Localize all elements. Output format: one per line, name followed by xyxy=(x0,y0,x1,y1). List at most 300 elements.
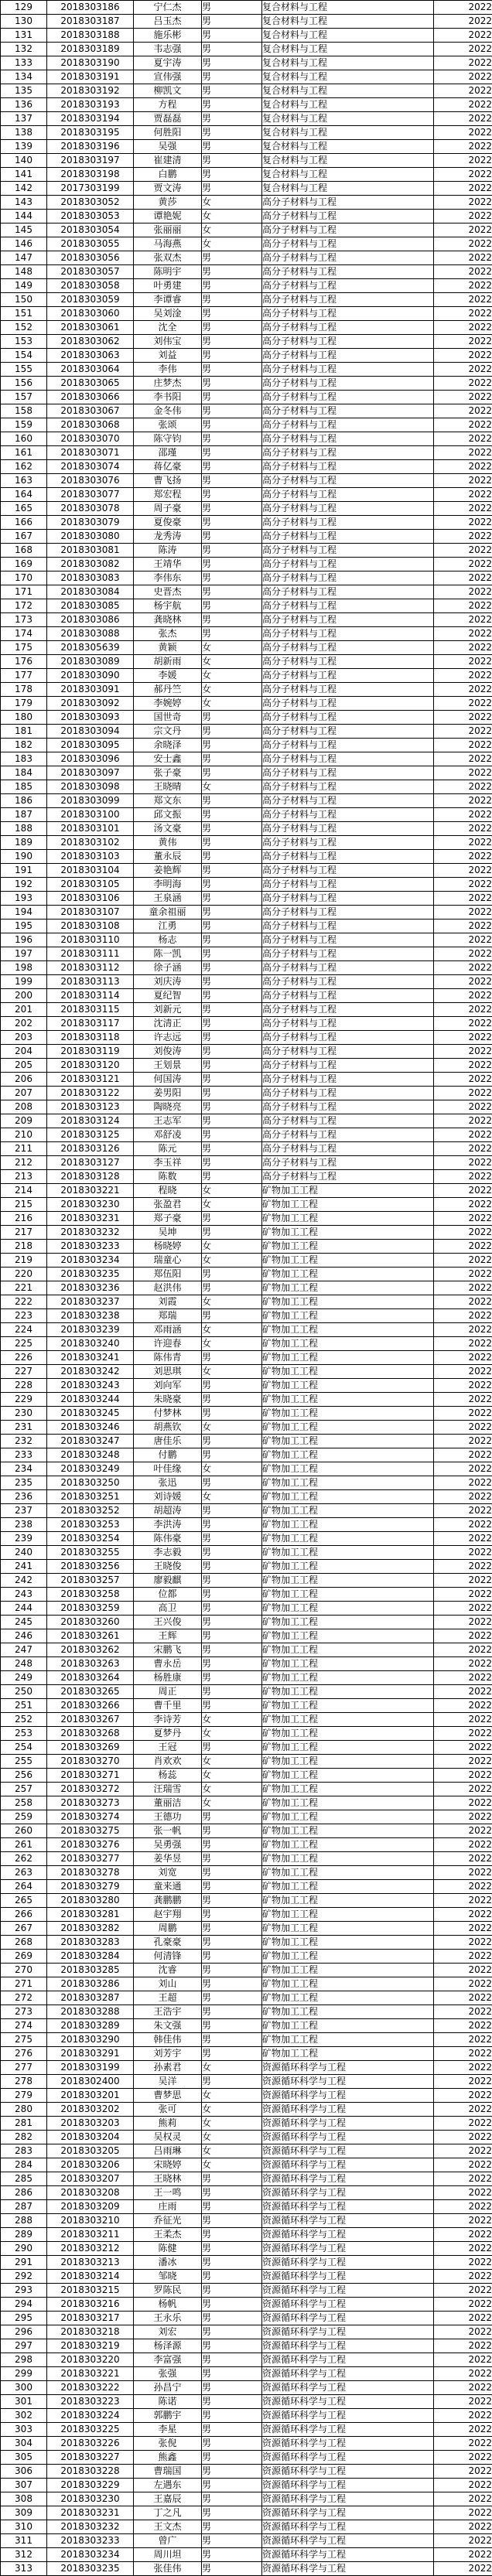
student-id-cell: 2018303199 xyxy=(47,2061,134,2075)
major-cell: 高分子材料与工程 xyxy=(262,613,434,627)
gender-cell: 男 xyxy=(202,460,262,474)
student-name-cell: 陈诺 xyxy=(134,2395,202,2409)
row-index-cell: 280 xyxy=(1,2103,47,2117)
table-row xyxy=(1,752,492,766)
student-name-cell: 丁之凡 xyxy=(134,2506,202,2520)
table-row xyxy=(1,1629,492,1643)
graduation-year-cell: 2022 xyxy=(434,752,492,766)
row-index-cell: 241 xyxy=(1,1560,47,1574)
row-index-cell: 222 xyxy=(1,1295,47,1309)
graduation-year-cell: 2022 xyxy=(434,363,492,377)
graduation-year-cell: 2022 xyxy=(434,1365,492,1379)
student-name-cell: 廖毅麒 xyxy=(134,1574,202,1588)
graduation-year-cell: 2022 xyxy=(434,1699,492,1713)
student-id-cell: 2018303233 xyxy=(47,1240,134,1254)
graduation-year-cell: 2022 xyxy=(434,725,492,739)
table-row xyxy=(1,1448,492,1462)
major-cell: 矿物加工工程 xyxy=(262,1351,434,1365)
student-id-cell: 2018303265 xyxy=(47,1685,134,1699)
student-id-cell: 2018303100 xyxy=(47,808,134,822)
graduation-year-cell: 2022 xyxy=(434,1198,492,1212)
gender-cell: 男 xyxy=(202,1087,262,1100)
student-id-cell: 2018303125 xyxy=(47,1128,134,1142)
gender-cell: 男 xyxy=(202,585,262,599)
gender-cell: 男 xyxy=(202,2172,262,2186)
gender-cell: 男 xyxy=(202,1309,262,1323)
row-index-cell: 251 xyxy=(1,1699,47,1713)
table-row xyxy=(1,669,492,683)
gender-cell: 男 xyxy=(202,2534,262,2548)
student-name-cell: 邵瑾 xyxy=(134,446,202,460)
gender-cell: 男 xyxy=(202,2409,262,2423)
table-row xyxy=(1,2158,492,2172)
table-row xyxy=(1,725,492,739)
graduation-year-cell: 2022 xyxy=(434,920,492,933)
row-index-cell: 182 xyxy=(1,739,47,752)
row-index-cell: 250 xyxy=(1,1685,47,1699)
gender-cell: 女 xyxy=(202,1184,262,1198)
row-index-cell: 209 xyxy=(1,1114,47,1128)
gender-cell: 男 xyxy=(202,15,262,29)
major-cell: 矿物加工工程 xyxy=(262,1379,434,1393)
gender-cell: 男 xyxy=(202,2395,262,2409)
student-name-cell: 肖欢欢 xyxy=(134,1755,202,1769)
graduation-year-cell: 2022 xyxy=(434,1128,492,1142)
student-id-cell: 2018303214 xyxy=(47,2270,134,2284)
gender-cell: 男 xyxy=(202,377,262,391)
gender-cell: 女 xyxy=(202,697,262,711)
student-name-cell: 叶勇建 xyxy=(134,279,202,293)
row-index-cell: 201 xyxy=(1,1003,47,1017)
graduation-year-cell: 2022 xyxy=(434,655,492,669)
row-index-cell: 194 xyxy=(1,906,47,920)
row-index-cell: 254 xyxy=(1,1741,47,1755)
gender-cell: 女 xyxy=(202,1490,262,1504)
student-id-cell: 2018303287 xyxy=(47,1991,134,2005)
gender-cell: 男 xyxy=(202,2562,262,2576)
graduation-year-cell: 2022 xyxy=(434,251,492,265)
student-id-cell: 2018303266 xyxy=(47,1699,134,1713)
table-row xyxy=(1,2242,492,2256)
row-index-cell: 239 xyxy=(1,1532,47,1546)
student-name-cell: 高卫 xyxy=(134,1602,202,1616)
gender-cell: 女 xyxy=(202,1198,262,1212)
row-index-cell: 134 xyxy=(1,70,47,84)
gender-cell: 男 xyxy=(202,2214,262,2228)
student-id-cell: 2018303275 xyxy=(47,1824,134,1838)
row-index-cell: 246 xyxy=(1,1629,47,1643)
student-name-cell: 王德功 xyxy=(134,1810,202,1824)
student-id-cell: 2018303112 xyxy=(47,961,134,975)
major-cell: 矿物加工工程 xyxy=(262,1448,434,1462)
graduation-year-cell: 2022 xyxy=(434,2465,492,2479)
student-id-cell: 2018303278 xyxy=(47,1866,134,1880)
gender-cell: 男 xyxy=(202,2506,262,2520)
table-row xyxy=(1,251,492,265)
row-index-cell: 188 xyxy=(1,822,47,836)
graduation-year-cell: 2022 xyxy=(434,1003,492,1017)
student-name-cell: 吴坤 xyxy=(134,1226,202,1240)
table-row xyxy=(1,1838,492,1852)
gender-cell: 男 xyxy=(202,1212,262,1226)
row-index-cell: 192 xyxy=(1,878,47,892)
gender-cell: 男 xyxy=(202,112,262,126)
graduation-year-cell: 2022 xyxy=(434,446,492,460)
gender-cell: 男 xyxy=(202,2284,262,2298)
student-id-cell: 2018303194 xyxy=(47,112,134,126)
row-index-cell: 285 xyxy=(1,2172,47,2186)
graduation-year-cell: 2022 xyxy=(434,2325,492,2339)
gender-cell: 女 xyxy=(202,780,262,794)
row-index-cell: 291 xyxy=(1,2256,47,2270)
graduation-year-cell: 2022 xyxy=(434,2270,492,2284)
major-cell: 矿物加工工程 xyxy=(262,1323,434,1337)
major-cell: 高分子材料与工程 xyxy=(262,349,434,363)
gender-cell: 男 xyxy=(202,321,262,335)
graduation-year-cell: 2022 xyxy=(434,711,492,725)
student-name-cell: 孔豪豪 xyxy=(134,1936,202,1950)
gender-cell: 男 xyxy=(202,2047,262,2061)
student-name-cell: 宣伟强 xyxy=(134,70,202,84)
student-id-cell: 2018303126 xyxy=(47,1142,134,1156)
table-row xyxy=(1,265,492,279)
row-index-cell: 168 xyxy=(1,544,47,558)
table-row xyxy=(1,2465,492,2479)
student-name-cell: 郑宏程 xyxy=(134,488,202,502)
student-name-cell: 李洪涛 xyxy=(134,1518,202,1532)
major-cell: 复合材料与工程 xyxy=(262,29,434,43)
table-row xyxy=(1,2339,492,2353)
graduation-year-cell: 2022 xyxy=(434,2381,492,2395)
major-cell: 高分子材料与工程 xyxy=(262,558,434,571)
table-row xyxy=(1,711,492,725)
row-index-cell: 263 xyxy=(1,1866,47,1880)
major-cell: 矿物加工工程 xyxy=(262,1560,434,1574)
gender-cell: 男 xyxy=(202,363,262,377)
table-row xyxy=(1,2534,492,2548)
major-cell: 矿物加工工程 xyxy=(262,2047,434,2061)
table-row xyxy=(1,502,492,516)
gender-cell: 男 xyxy=(202,1810,262,1824)
table-row xyxy=(1,1309,492,1323)
row-index-cell: 287 xyxy=(1,2200,47,2214)
row-index-cell: 170 xyxy=(1,571,47,585)
gender-cell: 男 xyxy=(202,2492,262,2506)
major-cell: 矿物加工工程 xyxy=(262,1991,434,2005)
row-index-cell: 237 xyxy=(1,1504,47,1518)
major-cell: 资源循环科学与工程 xyxy=(262,2548,434,2562)
student-name-cell: 熊鑫 xyxy=(134,2451,202,2465)
major-cell: 资源循环科学与工程 xyxy=(262,2325,434,2339)
graduation-year-cell: 2022 xyxy=(434,196,492,210)
gender-cell: 男 xyxy=(202,1045,262,1059)
student-name-cell: 张一帆 xyxy=(134,1824,202,1838)
major-cell: 矿物加工工程 xyxy=(262,1212,434,1226)
row-index-cell: 173 xyxy=(1,613,47,627)
student-id-cell: 2018303197 xyxy=(47,154,134,168)
gender-cell: 男 xyxy=(202,947,262,961)
row-index-cell: 153 xyxy=(1,335,47,349)
table-row xyxy=(1,154,492,168)
table-row xyxy=(1,530,492,544)
table-row xyxy=(1,418,492,432)
graduation-year-cell: 2022 xyxy=(434,1087,492,1100)
major-cell: 高分子材料与工程 xyxy=(262,641,434,655)
student-name-cell: 汤文豪 xyxy=(134,822,202,836)
student-name-cell: 汪瑞雪 xyxy=(134,1783,202,1796)
graduation-year-cell: 2022 xyxy=(434,1991,492,2005)
student-name-cell: 张丽丽 xyxy=(134,223,202,237)
row-index-cell: 244 xyxy=(1,1602,47,1616)
table-row xyxy=(1,2047,492,2061)
student-id-cell: 2018303196 xyxy=(47,140,134,154)
row-index-cell: 228 xyxy=(1,1379,47,1393)
graduation-year-cell: 2022 xyxy=(434,2019,492,2033)
graduation-year-cell: 2022 xyxy=(434,15,492,29)
row-index-cell: 177 xyxy=(1,669,47,683)
row-index-cell: 204 xyxy=(1,1045,47,1059)
major-cell: 矿物加工工程 xyxy=(262,2033,434,2047)
student-name-cell: 王晓俊 xyxy=(134,1560,202,1574)
student-id-cell: 2018303244 xyxy=(47,1393,134,1407)
student-id-cell: 2018303243 xyxy=(47,1379,134,1393)
table-row xyxy=(1,1435,492,1448)
row-index-cell: 306 xyxy=(1,2465,47,2479)
student-id-cell: 2018303257 xyxy=(47,1574,134,1588)
row-index-cell: 133 xyxy=(1,56,47,70)
table-row xyxy=(1,1810,492,1824)
gender-cell: 女 xyxy=(202,1713,262,1727)
table-row xyxy=(1,2019,492,2033)
gender-cell: 男 xyxy=(202,752,262,766)
row-index-cell: 156 xyxy=(1,377,47,391)
major-cell: 高分子材料与工程 xyxy=(262,279,434,293)
major-cell: 资源循环科学与工程 xyxy=(262,2172,434,2186)
student-id-cell: 2018303283 xyxy=(47,1936,134,1950)
table-row xyxy=(1,210,492,223)
graduation-year-cell: 2022 xyxy=(434,1309,492,1323)
student-id-cell: 2018303091 xyxy=(47,683,134,697)
row-index-cell: 148 xyxy=(1,265,47,279)
row-index-cell: 281 xyxy=(1,2117,47,2131)
major-cell: 矿物加工工程 xyxy=(262,1852,434,1866)
graduation-year-cell: 2022 xyxy=(434,2131,492,2144)
gender-cell: 男 xyxy=(202,2019,262,2033)
graduation-year-cell: 2022 xyxy=(434,1602,492,1616)
graduation-year-cell: 2022 xyxy=(434,140,492,154)
gender-cell: 男 xyxy=(202,1866,262,1880)
student-id-cell: 2018303117 xyxy=(47,1017,134,1031)
student-id-cell: 2018303208 xyxy=(47,2186,134,2200)
table-row xyxy=(1,377,492,391)
graduation-year-cell: 2022 xyxy=(434,1281,492,1295)
major-cell: 矿物加工工程 xyxy=(262,1365,434,1379)
table-row xyxy=(1,1741,492,1755)
graduation-year-cell: 2022 xyxy=(434,1894,492,1908)
gender-cell: 男 xyxy=(202,1393,262,1407)
row-index-cell: 286 xyxy=(1,2186,47,2200)
student-id-cell: 2018303105 xyxy=(47,878,134,892)
student-name-cell: 董永辰 xyxy=(134,850,202,864)
table-row xyxy=(1,683,492,697)
student-id-cell: 2018303099 xyxy=(47,794,134,808)
table-row xyxy=(1,196,492,210)
student-id-cell: 2018303084 xyxy=(47,585,134,599)
table-row xyxy=(1,1407,492,1421)
student-name-cell: 黄伟 xyxy=(134,836,202,850)
major-cell: 高分子材料与工程 xyxy=(262,502,434,516)
major-cell: 矿物加工工程 xyxy=(262,1866,434,1880)
gender-cell: 男 xyxy=(202,599,262,613)
row-index-cell: 165 xyxy=(1,502,47,516)
graduation-year-cell: 2022 xyxy=(434,1268,492,1281)
gender-cell: 男 xyxy=(202,293,262,307)
graduation-year-cell: 2022 xyxy=(434,1671,492,1685)
table-row xyxy=(1,1240,492,1254)
table-row xyxy=(1,2089,492,2103)
major-cell: 高分子材料与工程 xyxy=(262,516,434,530)
graduation-year-cell: 2022 xyxy=(434,1170,492,1184)
gender-cell: 男 xyxy=(202,2270,262,2284)
graduation-year-cell: 2022 xyxy=(434,1421,492,1435)
table-row xyxy=(1,961,492,975)
gender-cell: 男 xyxy=(202,1281,262,1295)
row-index-cell: 140 xyxy=(1,154,47,168)
major-cell: 高分子材料与工程 xyxy=(262,265,434,279)
student-name-cell: 李伟东 xyxy=(134,571,202,585)
student-id-cell: 2018303079 xyxy=(47,516,134,530)
student-name-cell: 赵宇翔 xyxy=(134,1908,202,1922)
major-cell: 高分子材料与工程 xyxy=(262,878,434,892)
row-index-cell: 264 xyxy=(1,1880,47,1894)
gender-cell: 男 xyxy=(202,1114,262,1128)
major-cell: 高分子材料与工程 xyxy=(262,989,434,1003)
row-index-cell: 161 xyxy=(1,446,47,460)
table-row xyxy=(1,56,492,70)
student-name-cell: 刘益 xyxy=(134,349,202,363)
student-id-cell: 2018303202 xyxy=(47,2103,134,2117)
student-id-cell: 2018303220 xyxy=(47,2353,134,2367)
row-index-cell: 179 xyxy=(1,697,47,711)
major-cell: 复合材料与工程 xyxy=(262,70,434,84)
graduation-year-cell: 2022 xyxy=(434,1504,492,1518)
graduation-year-cell: 2022 xyxy=(434,1490,492,1504)
table-row xyxy=(1,1073,492,1087)
graduation-year-cell: 2022 xyxy=(434,641,492,655)
gender-cell: 女 xyxy=(202,2061,262,2075)
student-name-cell: 李明海 xyxy=(134,878,202,892)
graduation-year-cell: 2022 xyxy=(434,1922,492,1936)
gender-cell: 男 xyxy=(202,2325,262,2339)
table-row xyxy=(1,112,492,126)
row-index-cell: 268 xyxy=(1,1936,47,1950)
gender-cell: 男 xyxy=(202,2005,262,2019)
graduation-year-cell: 2022 xyxy=(434,1977,492,1991)
row-index-cell: 226 xyxy=(1,1351,47,1365)
gender-cell: 男 xyxy=(202,391,262,404)
major-cell: 资源循环科学与工程 xyxy=(262,2256,434,2270)
gender-cell: 男 xyxy=(202,1616,262,1629)
student-name-cell: 施乐彬 xyxy=(134,29,202,43)
major-cell: 资源循环科学与工程 xyxy=(262,2284,434,2298)
gender-cell: 男 xyxy=(202,850,262,864)
student-id-cell: 2018303245 xyxy=(47,1407,134,1421)
student-id-cell: 2018303107 xyxy=(47,906,134,920)
major-cell: 资源循环科学与工程 xyxy=(262,2479,434,2492)
student-name-cell: 杨泽源 xyxy=(134,2339,202,2353)
table-row xyxy=(1,1866,492,1880)
major-cell: 高分子材料与工程 xyxy=(262,571,434,585)
student-name-cell: 宋晓婷 xyxy=(134,2158,202,2172)
major-cell: 矿物加工工程 xyxy=(262,1226,434,1240)
student-name-cell: 陈数 xyxy=(134,1170,202,1184)
graduation-year-cell: 2022 xyxy=(434,1810,492,1824)
table-row xyxy=(1,1713,492,1727)
major-cell: 高分子材料与工程 xyxy=(262,335,434,349)
major-cell: 资源循环科学与工程 xyxy=(262,2158,434,2172)
table-row xyxy=(1,2423,492,2437)
table-row xyxy=(1,2298,492,2312)
table-row xyxy=(1,1421,492,1435)
student-name-cell: 龚晓林 xyxy=(134,613,202,627)
table-row xyxy=(1,1,492,15)
row-index-cell: 135 xyxy=(1,84,47,98)
gender-cell: 女 xyxy=(202,1462,262,1476)
student-name-cell: 夏纪智 xyxy=(134,989,202,1003)
table-row xyxy=(1,168,492,182)
major-cell: 资源循环科学与工程 xyxy=(262,2089,434,2103)
student-name-cell: 韦志强 xyxy=(134,43,202,56)
row-index-cell: 159 xyxy=(1,418,47,432)
student-id-cell: 2018303093 xyxy=(47,711,134,725)
gender-cell: 男 xyxy=(202,418,262,432)
table-row xyxy=(1,1643,492,1657)
student-id-cell: 2018303195 xyxy=(47,126,134,140)
major-cell: 资源循环科学与工程 xyxy=(262,2520,434,2534)
major-cell: 矿物加工工程 xyxy=(262,1421,434,1435)
row-index-cell: 247 xyxy=(1,1643,47,1657)
table-row xyxy=(1,349,492,363)
major-cell: 矿物加工工程 xyxy=(262,1281,434,1295)
student-id-cell: 2018303229 xyxy=(47,2479,134,2492)
row-index-cell: 301 xyxy=(1,2395,47,2409)
major-cell: 资源循环科学与工程 xyxy=(262,2214,434,2228)
student-id-cell: 2018303108 xyxy=(47,920,134,933)
table-row xyxy=(1,1198,492,1212)
student-id-cell: 2018303284 xyxy=(47,1950,134,1964)
graduation-year-cell: 2022 xyxy=(434,2117,492,2131)
row-index-cell: 207 xyxy=(1,1087,47,1100)
gender-cell: 男 xyxy=(202,933,262,947)
row-index-cell: 234 xyxy=(1,1462,47,1476)
table-row xyxy=(1,933,492,947)
row-index-cell: 191 xyxy=(1,864,47,878)
row-index-cell: 243 xyxy=(1,1588,47,1602)
student-id-cell: 2018303104 xyxy=(47,864,134,878)
student-name-cell: 史晋杰 xyxy=(134,585,202,599)
table-row xyxy=(1,1212,492,1226)
row-index-cell: 174 xyxy=(1,627,47,641)
gender-cell: 男 xyxy=(202,488,262,502)
table-row xyxy=(1,15,492,29)
student-id-cell: 2018303118 xyxy=(47,1031,134,1045)
graduation-year-cell: 2022 xyxy=(434,1866,492,1880)
gender-cell: 男 xyxy=(202,154,262,168)
student-name-cell: 王冠 xyxy=(134,1741,202,1755)
table-row xyxy=(1,126,492,140)
student-id-cell: 2018303186 xyxy=(47,1,134,15)
student-id-cell: 2018303053 xyxy=(47,210,134,223)
